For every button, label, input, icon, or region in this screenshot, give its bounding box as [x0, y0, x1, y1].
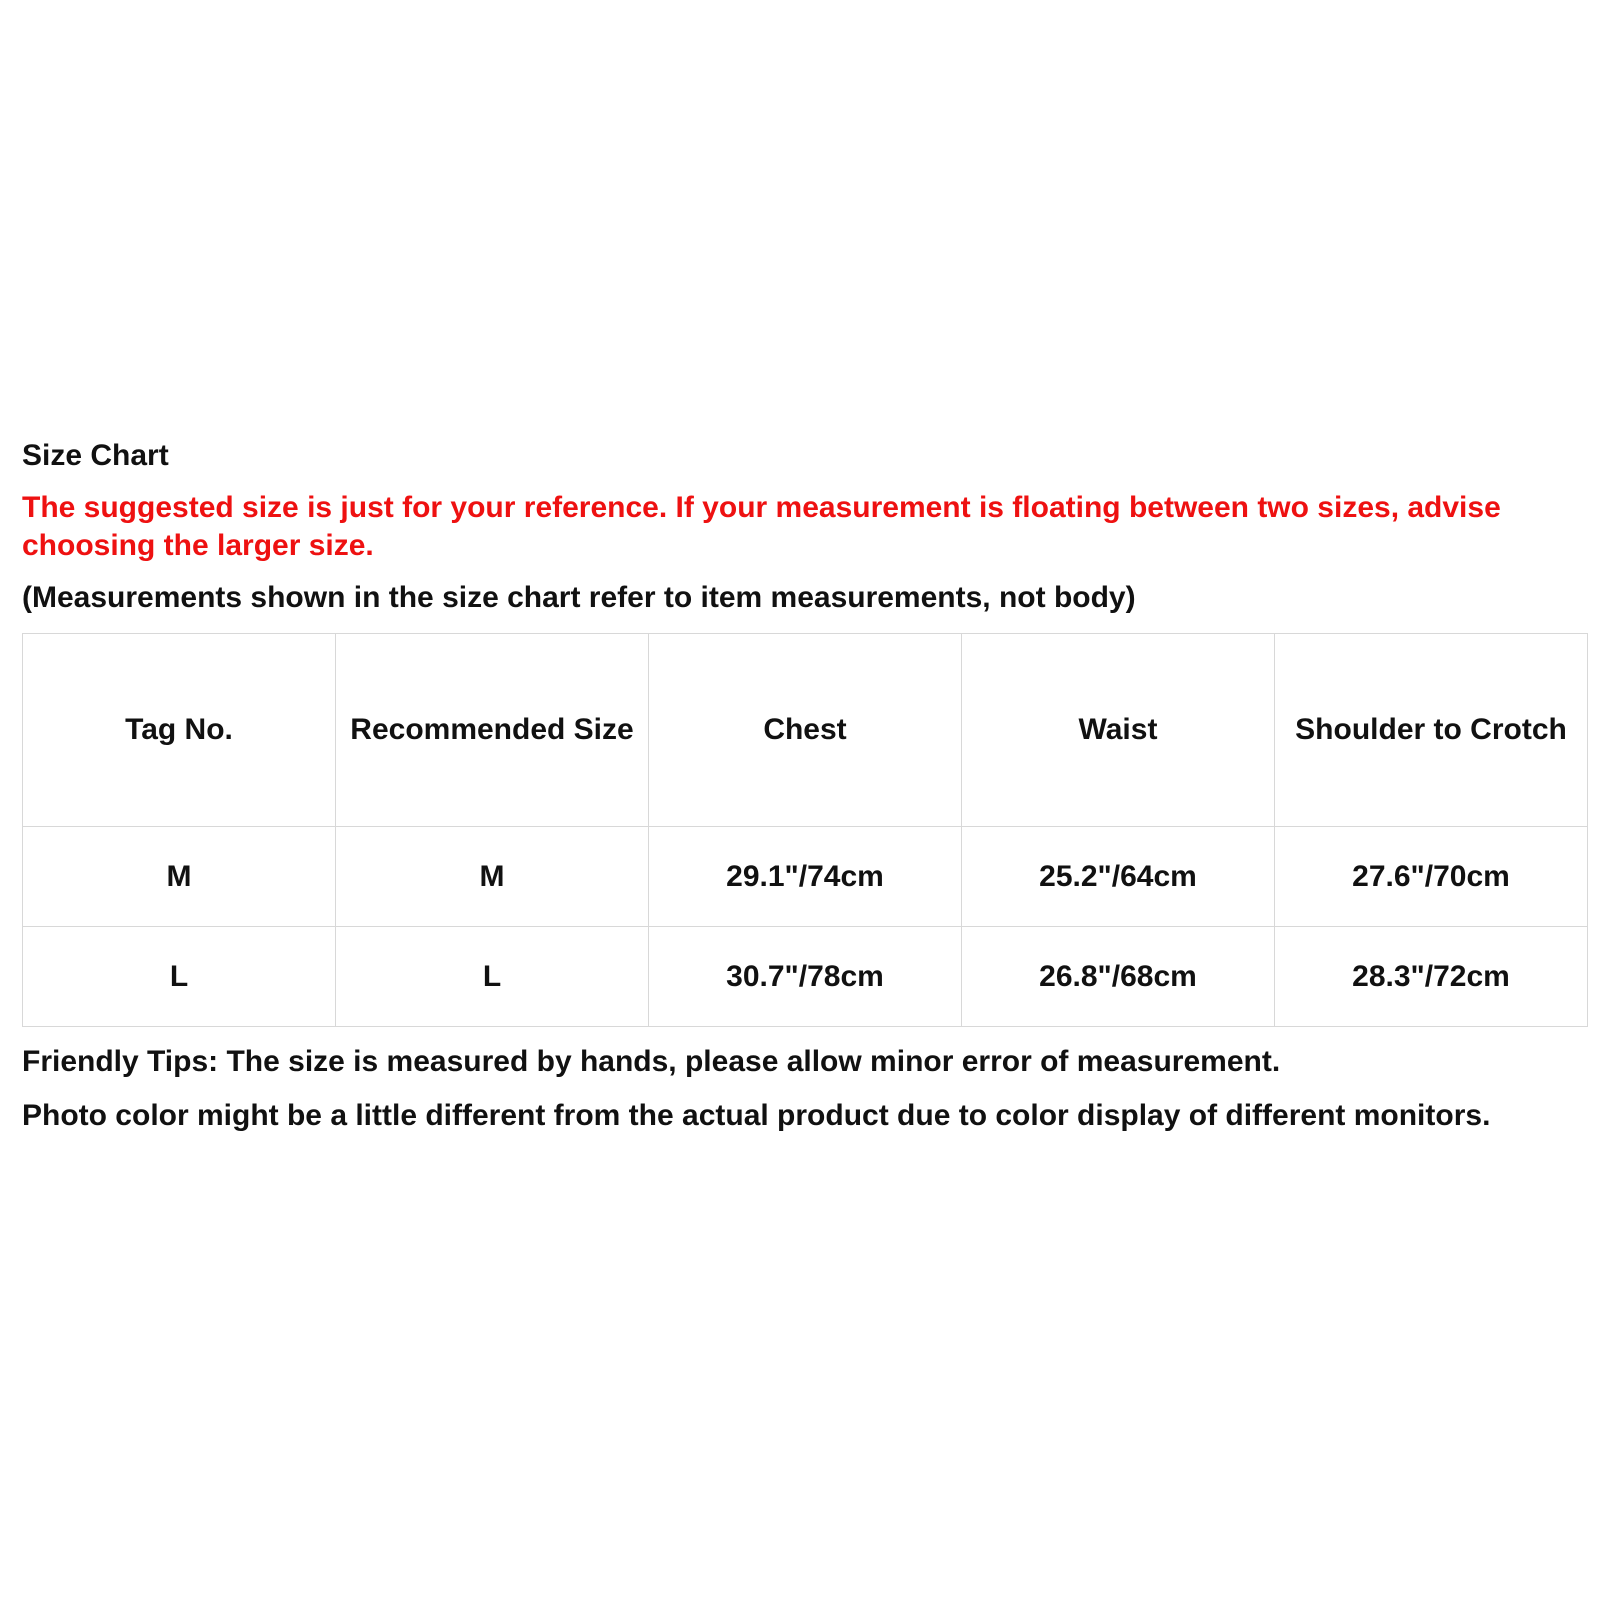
cell-chest: 29.1"/74cm [649, 827, 962, 927]
measurement-note: (Measurements shown in the size chart refer to item measurements, not body) [22, 581, 1136, 614]
cell-waist: 25.2"/64cm [962, 827, 1275, 927]
header-waist: Waist [962, 634, 1275, 827]
page-title: Size Chart [22, 439, 169, 472]
cell-shoulder-to-crotch: 27.6"/70cm [1275, 827, 1588, 927]
cell-shoulder-to-crotch: 28.3"/72cm [1275, 927, 1588, 1027]
cell-tag-no: L [23, 927, 336, 1027]
header-recommended-size-label: Recommended Size [350, 713, 634, 746]
header-chest: Chest [649, 634, 962, 827]
table-header-row [23, 634, 1588, 827]
header-shoulder-to-crotch: Shoulder to Crotch [1275, 634, 1588, 827]
header-tag-no: Tag No. [23, 634, 336, 827]
cell-chest: 30.7"/78cm [649, 927, 962, 1027]
header-recommended-size [336, 634, 649, 827]
table-row [23, 927, 1588, 1027]
cell-recommended-size: L [336, 927, 649, 1027]
cell-tag-no: M [23, 827, 336, 927]
friendly-tips: Friendly Tips: The size is measured by hands, please allow minor error of measurement. [22, 1045, 1281, 1078]
size-chart-section [22, 437, 1594, 1135]
cell-waist: 26.8"/68cm [962, 927, 1275, 1027]
cell-recommended-size: M [336, 827, 649, 927]
photo-color-note: Photo color might be a little different from the actual product due to color display of different monitors. [22, 1099, 1491, 1132]
size-table [22, 633, 1588, 1027]
size-notice: The suggested size is just for your reference. If your measurement is floating between two sizes, advise choosing the larger size. [22, 491, 1501, 562]
table-row [23, 827, 1588, 927]
